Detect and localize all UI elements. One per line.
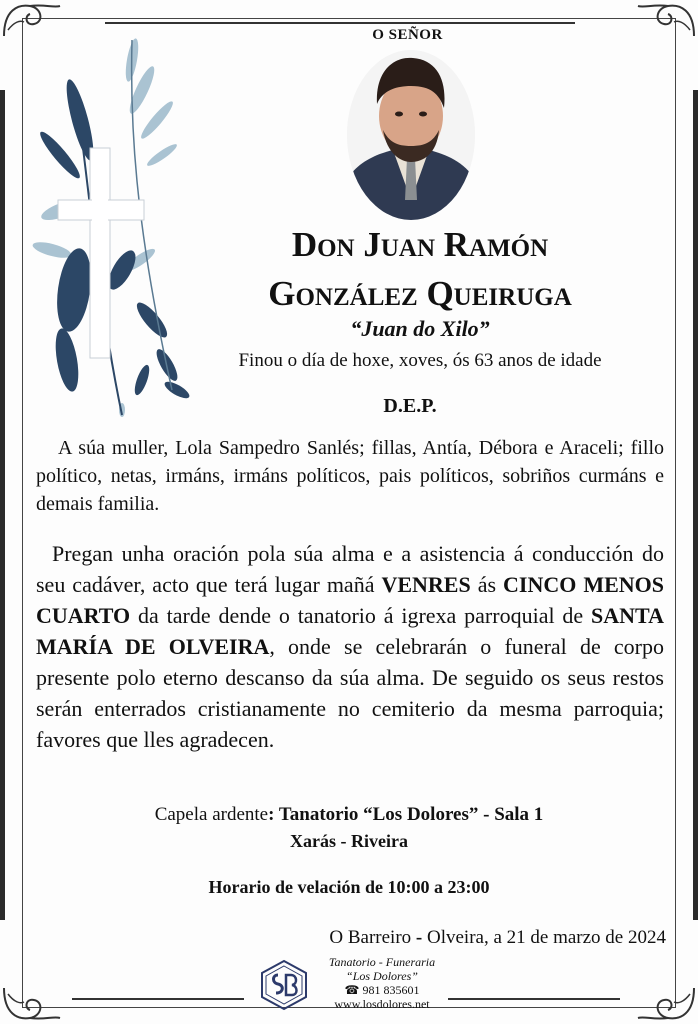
funeraria-line1: Tanatorio - Funeraria xyxy=(328,955,436,969)
corner-ornament-top-right xyxy=(636,0,698,40)
horario-velacion: Horario de velación de 10:00 a 23:00 xyxy=(208,877,490,897)
ceremony-day: VENRES xyxy=(381,572,471,597)
funeraria-info xyxy=(312,955,452,1011)
place-name-1: O Barreiro xyxy=(329,927,416,948)
deceased-name-line2: González Queiruga xyxy=(268,274,572,313)
ceremony-church: SANTA MARÍA DE OLVEIRA xyxy=(36,603,664,659)
funeraria-phone: 981 835601 xyxy=(362,983,420,997)
left-edge-bar xyxy=(0,90,5,920)
place-name-2: Olveira, a 21 de marzo de 2024 xyxy=(422,927,666,948)
dep-label: D.E.P. xyxy=(383,395,437,417)
corner-ornament-bottom-left xyxy=(0,984,62,1024)
capela-location: Xarás - Riveira xyxy=(290,831,408,851)
capela-line xyxy=(60,804,638,826)
bottom-rule-left xyxy=(72,998,244,1000)
ceremony-text-1: Pregan unha oración pola súa alma e a asistencia á conducción do seu cadáver, acto que terá lugar mañá xyxy=(36,541,664,597)
right-edge-bar xyxy=(693,90,698,920)
phone-icon: ☎ xyxy=(344,983,360,997)
capela-colon: : xyxy=(268,804,279,825)
family-paragraph: A súa muller, Lola Sampedro Sanlés; fillas, Antía, Débora e Araceli; fillo político, netas, irmáns, irmáns políticos, pais políticos, sobriños curmáns e demais familia. xyxy=(36,437,664,515)
funeraria-logo xyxy=(258,959,310,1011)
dark-leaf-icon xyxy=(36,77,192,401)
deceased-name-line1: Don Juan Ramón xyxy=(291,225,549,264)
capela-label: Capela ardente xyxy=(154,804,269,825)
funeraria-website[interactable]: www.losdolores.net xyxy=(334,997,430,1011)
capela-venue: Tanatorio “Los Dolores” - Sala 1 xyxy=(278,804,544,825)
place-date xyxy=(240,927,666,949)
ceremony-time: CINCO MENOS CUARTO xyxy=(36,572,664,628)
cross-foliage-decoration xyxy=(22,20,192,430)
ceremony-paragraph xyxy=(36,538,664,755)
ceremony-text-3: da tarde dende o tanatorio á igrexa parroquial de xyxy=(130,603,592,628)
bottom-rule-right xyxy=(448,998,620,1000)
funeraria-phone-row xyxy=(312,983,452,997)
corner-ornament-bottom-right xyxy=(636,984,698,1024)
ceremony-text-4: , onde se celebrarán o funeral de corpo presente polo eterno descanso da súa alma. De seguido os seus restos serán enterrados cristianamente no cemiterio da mesma parroquia; favores que lles agradecen. xyxy=(36,634,664,752)
deceased-nickname: “Juan do Xilo” xyxy=(350,316,490,341)
death-note: Finou o día de hoxe, xoves, ós 63 anos de idade xyxy=(238,350,602,371)
funeraria-line2: “Los Dolores” xyxy=(346,969,418,983)
place-separator: - xyxy=(415,927,423,948)
ceremony-text-2: ás xyxy=(470,572,503,597)
portrait-photo xyxy=(347,50,475,220)
header-title: O SEÑOR xyxy=(372,27,443,43)
